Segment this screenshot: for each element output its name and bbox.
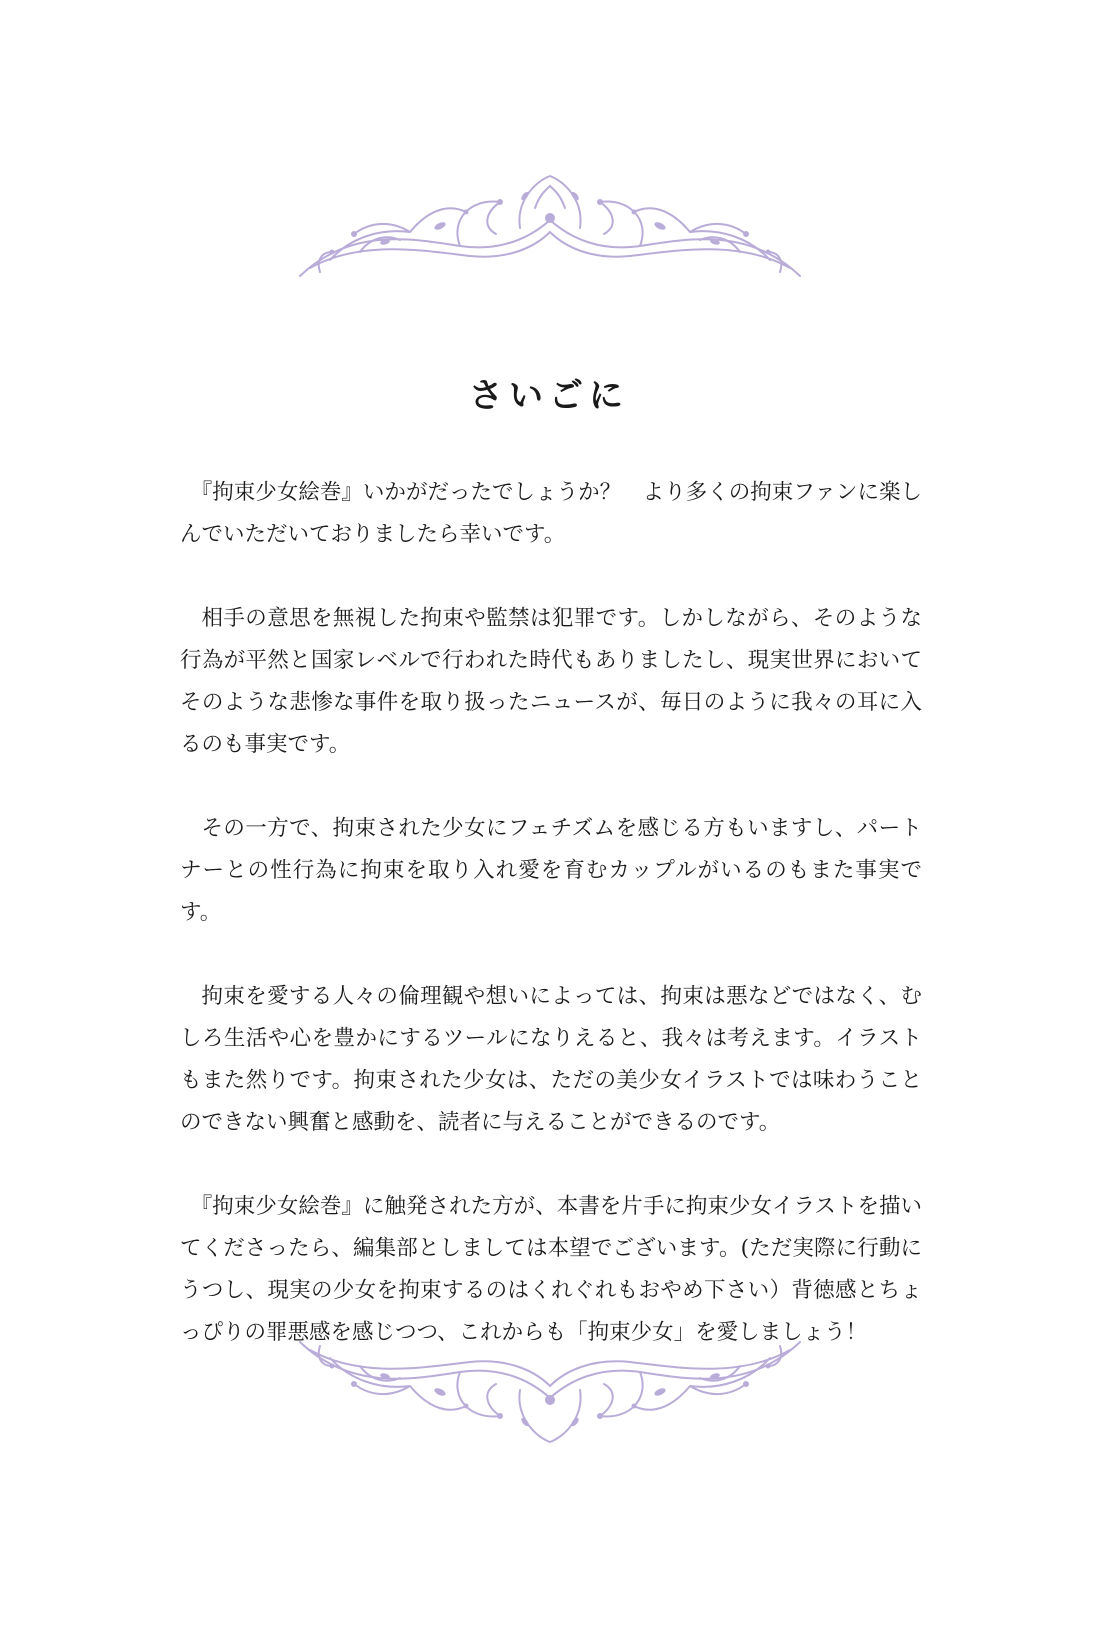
paragraph-fetish: その一方で、拘束された少女にフェチズムを感じる方もいますし、パートナーとの性行為に拘束を取り入れ愛を育むカップルがいるのもまた事実です。 xyxy=(180,816,922,925)
paragraph-closing: 『拘束少女絵巻』に触発された方が、本書を片手に拘束少女イラストを描いてくださったら、編集部としましては本望でございます。(ただ実際に行動にうつし、現実の少女を拘束するのはくれぐれもおやめ下さい）背徳感とちょっぴりの罪悪感を感じつつ、これからも「拘束少女」を愛しましょう！ xyxy=(180,1194,922,1345)
paragraph-intro: 『拘束少女絵巻』いかがだったでしょうか？ より多くの拘束ファンに楽しんでいただいておりましたら幸いです。 xyxy=(180,480,922,547)
body-text xyxy=(180,472,922,1396)
paragraph-crime: 相手の意思を無視した拘束や監禁は犯罪です。しかしながら、そのような行為が平然と国家レベルで行われた時代もありましたし、現実世界においてそのような悲惨な事件を取り扱ったニュースが、毎日のように我々の耳に入るのも事実です。 xyxy=(180,606,922,757)
paragraph-ethics: 拘束を愛する人々の倫理観や想いによっては、拘束は悪などではなく、むしろ生活や心を豊かにするツールになりえると、我々は考えます。イラストもまた然りです。拘束された少女は、ただの美少女イラストでは味わうことのできない興奮と感動を、読者に与えることができるのです。 xyxy=(180,984,922,1135)
top-ornament-icon xyxy=(290,168,810,288)
bottom-ornament-icon xyxy=(290,1330,810,1450)
page-title: さいごに xyxy=(469,376,629,416)
